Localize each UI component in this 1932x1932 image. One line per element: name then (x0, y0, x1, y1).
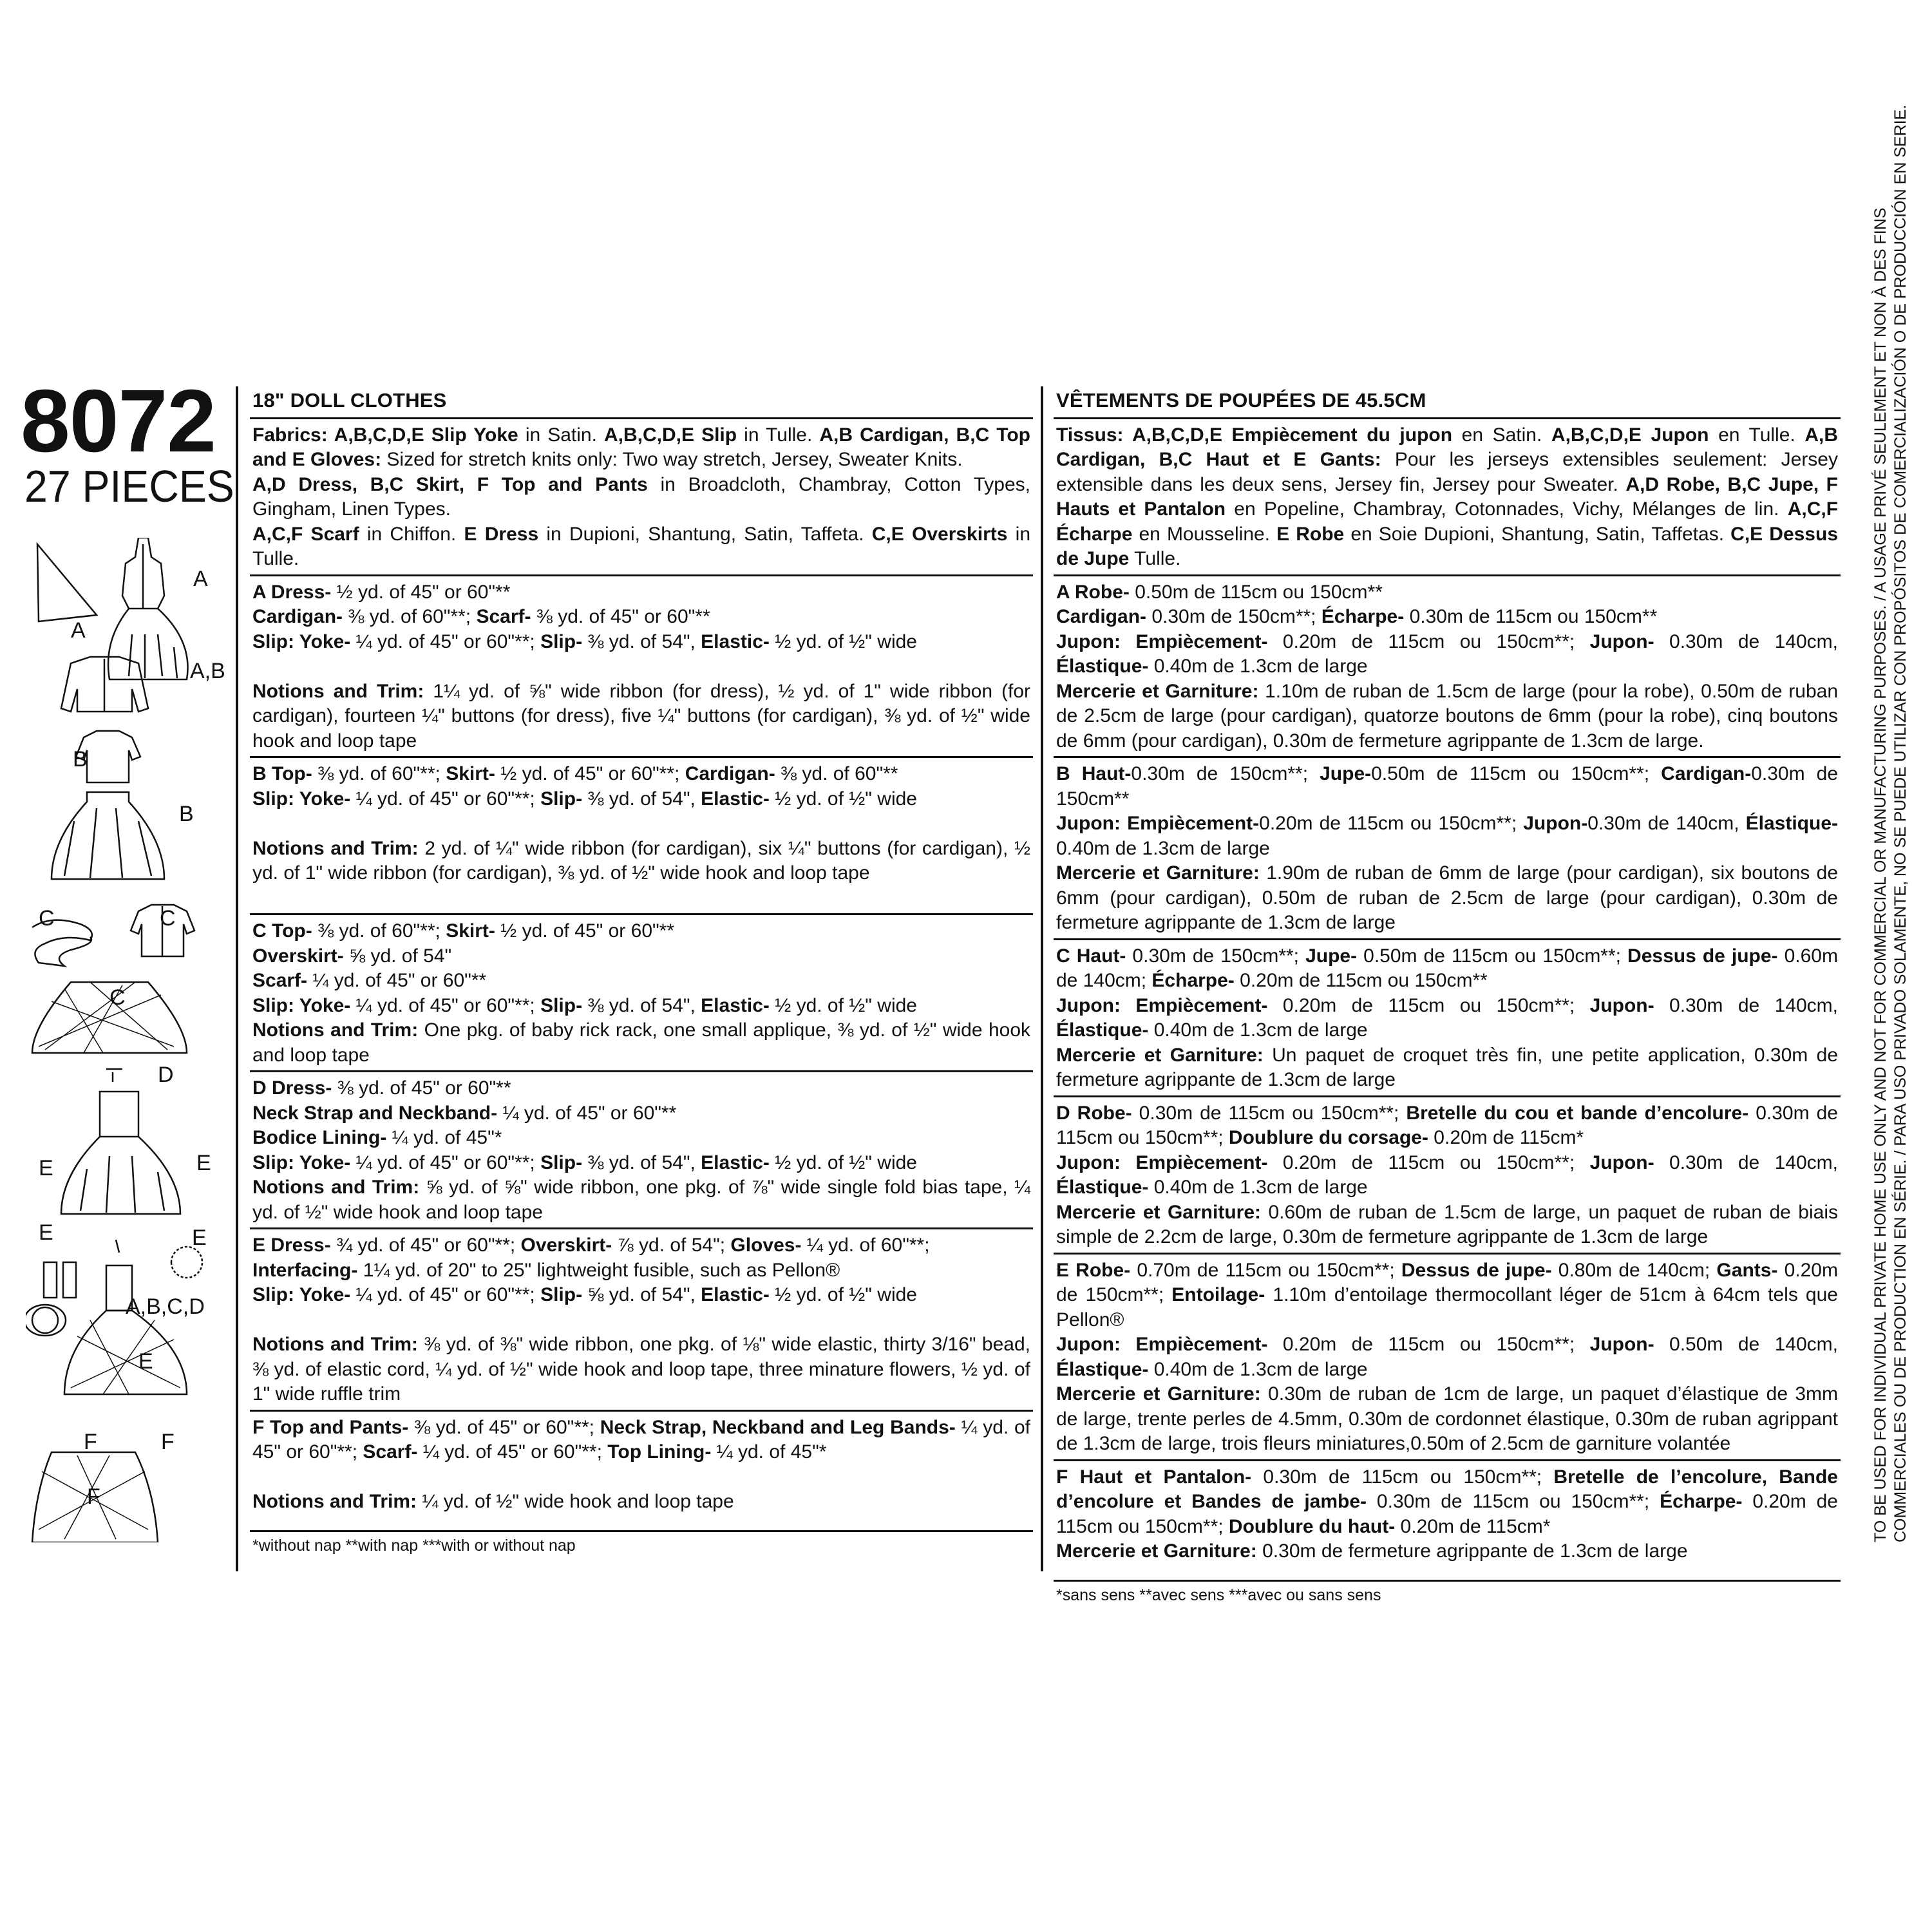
bold-label: Jupon: Empiècement- (1056, 813, 1260, 834)
bold-label: F Top and Pants- (252, 1416, 409, 1438)
bold-label: Notions and Trim: (252, 1177, 420, 1198)
bold-label: Neck Strap, Neckband and Leg Bands- (600, 1416, 956, 1438)
body-text: 0.30m de 150cm** (1056, 763, 1839, 810)
bold-label: Jupon- (1589, 994, 1654, 1016)
bold-label: Élastique- (1056, 1177, 1149, 1198)
bold-label: Skirt- (446, 763, 495, 784)
bold-label: Cardigan- (252, 606, 343, 627)
body-text: ½ yd. of ½" wide (769, 1284, 917, 1305)
body-text: 0.50m de 115cm ou 150cm**; (1357, 945, 1628, 967)
bold-label: Mercerie et Garniture: (1056, 1044, 1264, 1066)
text-line (1056, 944, 1838, 994)
bold-label: Slip- (540, 994, 583, 1016)
body-text: 0.30m de 115cm ou 150cm**; (1132, 1102, 1406, 1124)
sketch-d-dress (61, 1069, 180, 1214)
view-label: A (193, 567, 208, 591)
body-text: 0.50m de 115cm ou 150cm**; (1371, 763, 1662, 784)
text-line (1056, 1465, 1838, 1540)
body-text: ½ yd. of ½" wide (769, 788, 917, 810)
body-text: 0.50m de 140cm, (1654, 1334, 1839, 1355)
bold-label: Jupon: Empiècement- (1056, 1334, 1268, 1355)
body-text: 0.20m de 115cm ou 150cm**; (1259, 813, 1524, 834)
bold-label: Elastic- (701, 630, 770, 652)
text-line (252, 1076, 1030, 1101)
body-text: ¼ yd. of 45"* (386, 1127, 502, 1148)
bold-label: Doublure du corsage- (1228, 1127, 1428, 1148)
left-column-rule (236, 386, 238, 1571)
bold-label: Scarf- (252, 970, 308, 991)
bold-label: Écharpe- (1660, 1491, 1743, 1512)
body-text: 0.40m de 1.3cm de large (1148, 656, 1368, 677)
english-instructions (250, 388, 1033, 1559)
body-text: ⅜ yd. of 45" or 60"** (332, 1077, 511, 1099)
text-line (252, 1018, 1030, 1068)
body-text: in Tulle. (252, 523, 1030, 569)
bold-label: Elastic- (701, 788, 770, 810)
text-line (252, 762, 1030, 787)
bold-label: E Robe- (1056, 1259, 1131, 1281)
body-text: 0.40m de 1.3cm de large (1148, 1358, 1368, 1380)
body-text: 0.30m de fermeture agrippante de 1.3cm de large (1256, 1540, 1688, 1562)
view-label: E (39, 1156, 53, 1180)
body-text: ½ yd. of 45" or 60"**; (495, 763, 685, 784)
bold-label: Cardigan- (1056, 606, 1147, 627)
bold-label: Bodice Lining- (252, 1127, 387, 1148)
body-text: en Mousseline. (1132, 523, 1277, 545)
bold-label: A Robe- (1056, 581, 1130, 603)
body-text: ⅜ yd. of 60"** (775, 763, 898, 784)
body-text: 0.30m de 140cm, (1654, 1151, 1839, 1173)
body-text: in Satin. (518, 424, 605, 446)
body-text: ⅜ yd. of 60"**; (312, 763, 446, 784)
bold-label: Écharpe- (1151, 970, 1235, 991)
body-text: 0.20m de 115cm ou 150cm** (1234, 970, 1488, 991)
bold-label: Gloves- (730, 1235, 802, 1256)
body-text: ½ yd. of ½" wide (769, 630, 917, 652)
bold-label: Élastique- (1056, 656, 1149, 677)
legal-notice (1871, 104, 1911, 1542)
vue-c-section (1054, 940, 1841, 1097)
body-text: 0.20m de 115cm ou 150cm**; (1267, 994, 1590, 1016)
bold-label: Jupon: Empiècement- (1056, 630, 1268, 652)
bold-label: Doublure du haut- (1228, 1515, 1396, 1537)
text-line (1056, 1539, 1838, 1564)
body-text: ⅜ yd. of 60"**; (343, 606, 477, 627)
bold-label: C Haut- (1056, 945, 1126, 967)
body-text: 0.60m de ruban de 1.5cm de large, un paquet de ruban de biais simple de 2.2cm de large, 0.30m de fermeture agrippante de 1.3cm de large (1056, 1201, 1838, 1247)
bold-label: Scarf- (476, 606, 531, 627)
body-text: ⅜ yd. of 45" or 60"**; (408, 1416, 600, 1438)
view-label: F (87, 1484, 100, 1509)
text-line (252, 994, 1030, 1019)
body-text: ½ yd. of 45" or 60"** (331, 581, 511, 603)
bold-label: Slip- (540, 1284, 583, 1305)
body-text: Tulle. (1129, 548, 1181, 569)
vue-a-section (1054, 576, 1841, 759)
bold-label: Bretelle du cou et bande d’encolure- (1406, 1102, 1749, 1124)
bold-label: Mercerie et Garniture: (1056, 1383, 1261, 1405)
text-line (1056, 1332, 1838, 1382)
body-text: ¼ yd. of 45" or 60"**; (350, 788, 541, 810)
body-text: ¼ yd. of 60"**; (801, 1235, 930, 1256)
text-line (1056, 1382, 1838, 1457)
body-text: en Popeline, Chambray, Cotonnades, Vichy, Mélanges de lin. (1226, 498, 1788, 520)
text-line (252, 630, 1030, 655)
body-text: 0.30m de 115cm ou 150cm** (1404, 606, 1658, 627)
legal-line: COMMERCIALES OU DE PRODUCTION EN SÉRIE. / PARA USO PRIVADO SOLAMENTE, NO SE PUEDE UTILIZAR CON PROPÓSITOS DE COMERCIALIZACIÓN O DE PRODUCCIÓN EN SERIE. (1891, 104, 1909, 1542)
view-e-section (250, 1229, 1033, 1412)
text-line (252, 919, 1030, 944)
body-text: in Tulle. (737, 424, 820, 446)
body-text: in Dupioni, Shantung, Satin, Taffeta. (538, 523, 872, 545)
bold-label: Scarf- (363, 1441, 418, 1463)
bold-label: Slip: Yoke- (252, 1284, 351, 1305)
bold-label: Slip- (540, 1151, 583, 1173)
bold-label: Bretelle de l’encolure, Bande d’encolure et Bandes de jambe- (1056, 1466, 1838, 1512)
bold-label: Gants- (1716, 1259, 1778, 1281)
text-line (252, 1101, 1030, 1126)
bold-label: Dessus de jupe- (1627, 945, 1778, 967)
body-text: 1.90m de ruban de 6mm de large (pour cardigan), six boutons de 6mm (pour cardigan), 0.50m de ruban de 2.5cm de large (pour cardigan), 0.30m de fermeture agrippante de 1.3cm de large (1056, 862, 1839, 933)
text-line (252, 580, 1030, 605)
text-line (1056, 1258, 1838, 1333)
body-text: 0.60m de 140cm; (1056, 945, 1838, 991)
tissus-section (1054, 417, 1841, 576)
bold-label: Elastic- (701, 1284, 770, 1305)
text-line (252, 522, 1030, 572)
text-line (252, 1283, 1030, 1308)
body-text: ⅜ yd. of 60"**; (312, 920, 446, 942)
text-line (252, 969, 1030, 994)
view-d-section (250, 1072, 1033, 1229)
bold-label: Jupon: Empiècement- (1056, 994, 1268, 1016)
view-label: E (192, 1226, 207, 1250)
body-text: 0.30m de 150cm**; (1126, 945, 1306, 967)
body-text: ½ yd. of ½" wide (769, 1151, 917, 1173)
pattern-number: 8072 (21, 372, 216, 471)
fabrics-section (250, 417, 1033, 576)
bold-label: Jupon- (1589, 1151, 1654, 1173)
body-text: ½ yd. of ½" wide (769, 994, 917, 1016)
body-text: ⅝ yd. of 54" (343, 945, 452, 967)
view-label: B (73, 747, 88, 772)
bold-label: C,E Dessus de Jupe (1056, 523, 1839, 569)
bold-label: Mercerie et Garniture: (1056, 862, 1260, 884)
text-line (1056, 1151, 1838, 1200)
view-label: C (160, 906, 176, 931)
body-text: ⅜ yd. of ⅜" wide ribbon, one pkg. of ⅛" wide elastic, thirty 3/16" bead, ⅜ yd. of elastic cord, ¼ yd. of ½" wide hook and loop tape, three minature flowers, ½ yd. of 1" wide ruffle trim (252, 1334, 1030, 1405)
vue-b-section (1054, 758, 1841, 940)
body-text: ¼ yd. of 45"* (711, 1441, 827, 1463)
bold-label: Jupon- (1589, 1334, 1654, 1355)
text-line (1056, 423, 1838, 572)
bold-label: Cardigan- (685, 763, 775, 784)
bold-label: Jupon: Empiècement- (1056, 1151, 1268, 1173)
body-text: en Tulle. (1709, 424, 1805, 446)
body-text: ⅝ yd. of ⅝" wide ribbon, one pkg. of ⅞" wide single fold bias tape, ¼ yd. of ½" wide hook and loop tape (252, 1177, 1030, 1223)
text-line (252, 944, 1030, 969)
bold-label: Jupe- (1305, 945, 1358, 967)
bold-label: Mercerie et Garniture: (1056, 1540, 1257, 1562)
text-line (1056, 762, 1838, 811)
body-text: Sized for stretch knits only: Two way stretch, Jersey, Sweater Knits. (381, 449, 963, 470)
bold-label: Slip- (540, 788, 583, 810)
text-line (252, 1258, 1030, 1283)
bold-label: Élastique- (1056, 1019, 1149, 1041)
body-text: Pour les jerseys extensibles seulement: Jersey extensible dans les deux sens, Jersey fin, Jersey pour Sweater. (1056, 449, 1838, 495)
text-line (252, 1416, 1030, 1465)
view-label: F (161, 1430, 175, 1454)
body-text: 2 yd. of ¼" wide ribbon (for cardigan), six ¼" buttons (for cardigan), ½ yd. of 1" wide ribbon (for cardigan), ⅜ yd. of ½" wide hook and loop tape (252, 837, 1030, 884)
body-text: 0.20m de 115cm ou 150cm**; (1267, 1334, 1590, 1355)
body-text: 0.30m de 115cm ou 150cm**; (1056, 1102, 1838, 1148)
english-footnote: *without nap **with nap ***with or without nap (252, 1536, 576, 1555)
body-text: ¼ yd. of 45" or 60"** (497, 1102, 677, 1124)
text-line (1056, 679, 1838, 754)
bold-label: Slip: Yoke- (252, 994, 351, 1016)
bold-label: E Robe (1276, 523, 1345, 545)
text-line (252, 787, 1030, 812)
bold-label: A,B,C,D,E Jupon (1551, 424, 1709, 446)
bold-label: F Haut et Pantalon- (1056, 1466, 1252, 1488)
text-line (1056, 811, 1838, 861)
text-line (252, 1175, 1030, 1225)
bold-label: Elastic- (701, 1151, 770, 1173)
text-line (1056, 1043, 1838, 1093)
body-text: ¼ yd. of 45" or 60"**; (350, 630, 541, 652)
bold-label: Notions and Trim: (252, 1491, 417, 1512)
french-instructions (1054, 388, 1841, 1609)
bold-label: Notions and Trim: (252, 680, 424, 702)
text-line (252, 605, 1030, 630)
bold-label: D Dress- (252, 1077, 332, 1099)
body-text: in Broadcloth, Chambray, Cotton Types, Gingham, Linen Types. (252, 473, 1030, 520)
body-text: 0.30m de 115cm ou 150cm**; (1251, 1466, 1554, 1488)
body-text: in Chiffon. (359, 523, 464, 545)
text-line (1056, 861, 1838, 936)
body-text: 0.20m de 115cm ou 150cm**; (1267, 630, 1590, 652)
body-text: ⅜ yd. of 54", (582, 994, 701, 1016)
view-label: C (109, 985, 126, 1010)
body-text: ¼ yd. of 45" or 60"**; (417, 1441, 608, 1463)
bold-label: Neck Strap and Neckband- (252, 1102, 498, 1124)
view-label: A,B (190, 659, 225, 683)
text-line (252, 473, 1030, 522)
body-text: 1¼ yd. of 20" to 25" lightweight fusible, such as Pellon® (357, 1259, 840, 1281)
french-footnote: *sans sens **avec sens ***avec ou sans sens (1056, 1586, 1381, 1604)
bold-label: Interfacing- (252, 1259, 358, 1281)
body-text: ⅜ yd. of 54", (582, 788, 701, 810)
body-text: 0.30m de 115cm ou 150cm**; (1367, 1491, 1660, 1512)
bold-label: E Dress- (252, 1235, 331, 1256)
sketch-a-dress (108, 538, 188, 679)
view-label: A (71, 618, 86, 643)
text-line (1056, 994, 1838, 1043)
body-text: 0.20m de 150cm**; (1056, 1259, 1838, 1305)
body-text: 0.40m de 1.3cm de large (1056, 837, 1270, 859)
bold-label: Jupe- (1320, 763, 1372, 784)
bold-label: Top Lining- (607, 1441, 712, 1463)
view-label: E (138, 1349, 153, 1374)
bold-label: Slip: Yoke- (252, 630, 351, 652)
bold-label: Jupon- (1523, 813, 1588, 834)
body-text: 1.10m de ruban de 1.5cm de large (pour la robe), 0.50m de ruban de 2.5cm de large (pour cardigan), quatorze boutons de 6mm (pour la robe), cinq boutons de 6mm (pour cardigan), 0.30m de fermeture agrippante de 1.3cm de large. (1056, 680, 1839, 752)
body-text: ⅜ yd. of 54", (582, 630, 701, 652)
bold-label: A,B,C,D,E Slip (604, 424, 737, 446)
body-text: ⅜ yd. of 54", (582, 1151, 701, 1173)
body-text: 0.30m de 150cm**; (1146, 606, 1321, 627)
text-line (252, 1126, 1030, 1151)
body-text: 0.20m de 115cm ou 150cm**; (1267, 1151, 1590, 1173)
vue-f-section (1054, 1461, 1841, 1582)
view-drawings (26, 538, 225, 1542)
view-f-section (250, 1412, 1033, 1532)
body-text: ¼ yd. of 45" or 60"**; (350, 994, 541, 1016)
body-text: 0.40m de 1.3cm de large (1148, 1177, 1368, 1198)
body-text: One pkg. of baby rick rack, one small applique, ⅜ yd. of ½" wide hook and loop tape (252, 1019, 1031, 1066)
body-text: ⅜ yd. of 45" or 60"** (531, 606, 710, 627)
view-label: D (158, 1063, 174, 1087)
view-a-section (250, 576, 1033, 759)
bold-label: B Top- (252, 763, 312, 784)
view-label: E (39, 1220, 53, 1245)
bold-label: A,B Cardigan, B,C Haut et E Gants: (1056, 424, 1838, 470)
bold-label: Cardigan- (1661, 763, 1752, 784)
bold-label: Slip: Yoke- (252, 788, 351, 810)
bold-label: A,C,F Scarf (252, 523, 359, 545)
view-label: F (84, 1430, 97, 1454)
bold-label: Overskirt- (520, 1235, 612, 1256)
bold-label: Tissus: A,B,C,D,E Empiècement du jupon (1056, 424, 1453, 446)
bold-label: Notions and Trim: (252, 1019, 419, 1041)
body-text: en Soie Dupioni, Shantung, Satin, Taffetas. (1344, 523, 1731, 545)
bold-label: Overskirt- (252, 945, 344, 967)
body-text: 0.50m de 115cm ou 150cm** (1129, 581, 1383, 603)
body-text: Un paquet de croquet très fin, une petite application, 0.30m de fermeture agrippante de 1.3cm de large (1056, 1044, 1838, 1090)
bold-label: Élastique- (1745, 813, 1839, 834)
view-label: A,B,C,D (126, 1294, 205, 1319)
bold-label: Notions and Trim: (252, 837, 419, 859)
bold-label: Dessus de jupe- (1401, 1259, 1552, 1281)
bold-label: Skirt- (446, 920, 495, 942)
bold-label: A,D Robe, B,C Jupe, F Hauts et Pantalon (1056, 473, 1839, 520)
body-text: 0.70m de 115cm ou 150cm**; (1130, 1259, 1401, 1281)
body-text: ¼ yd. of 45" or 60"**; (350, 1284, 541, 1305)
text-line (1056, 605, 1838, 630)
body-text: 0.30m de 140cm, (1587, 813, 1746, 834)
body-text: ¼ yd. of 45" or 60"**; (350, 1151, 541, 1173)
view-label: C (39, 906, 55, 931)
vue-d-section (1054, 1097, 1841, 1255)
body-text: 0.30m de 140cm, (1654, 994, 1839, 1016)
bold-label: A,B Cardigan, B,C Top and E Gloves: (252, 424, 1031, 470)
french-title: VÊTEMENTS DE POUPÉES DE 45.5CM (1056, 389, 1426, 412)
bold-label: Élastique- (1056, 1358, 1149, 1380)
legal-line: TO BE USED FOR INDIVIDUAL PRIVATE HOME USE ONLY AND NOT FOR COMMERCIAL OR MANUFACTURING PURPOSES. / A USAGE PRIVÉ SEULEMENT ET NON À DES FINS (1871, 207, 1889, 1542)
english-title: 18" DOLL CLOTHES (252, 389, 447, 412)
body-text: 0.20m de 115cm* (1428, 1127, 1584, 1148)
bold-label: C,E Overskirts (871, 523, 1008, 545)
garment-sketches (26, 538, 219, 1542)
bold-label: Slip: Yoke- (252, 1151, 351, 1173)
view-b-section (250, 758, 1033, 915)
bold-label: E Dress (464, 523, 539, 545)
bold-label: A,C,F Écharpe (1056, 498, 1839, 545)
vue-e-section (1054, 1255, 1841, 1461)
body-text: 1¼ yd. of ⅝" wide ribbon (for dress), ½ yd. of 1" wide ribbon (for cardigan), fourteen ¼" buttons (for dress), five ¼" buttons (for cardigan), ⅜ yd. of ½" wide hook and loop tape (252, 680, 1031, 752)
text-line (252, 837, 1030, 886)
piece-count: 27 PIECES (24, 461, 234, 511)
view-label: B (179, 802, 194, 826)
bold-label: Jupon- (1589, 630, 1654, 652)
body-text: ¼ yd. of 45" or 60"**; (252, 1416, 1030, 1463)
body-text: 1.10m d’entoilage thermocollant léger de 51cm à 64cm tels que Pellon® (1056, 1284, 1838, 1331)
view-c-section (250, 915, 1033, 1072)
body-text: 0.40m de 1.3cm de large (1148, 1019, 1368, 1041)
bold-label: Mercerie et Garniture: (1056, 680, 1259, 702)
body-text: 0.20m de 115cm* (1395, 1515, 1551, 1537)
body-text: ½ yd. of 45" or 60"** (495, 920, 675, 942)
text-line (252, 1332, 1030, 1407)
bold-label: Écharpe- (1321, 606, 1405, 627)
text-line (252, 679, 1030, 754)
bold-label: A,D Dress, B,C Skirt, F Top and Pants (252, 473, 648, 495)
body-text: ⅝ yd. of 54", (582, 1284, 701, 1305)
body-text: 0.30m de 140cm, (1654, 630, 1839, 652)
text-line (1056, 1200, 1838, 1250)
body-text: 0.30m de 150cm**; (1131, 763, 1320, 784)
sketch-cardigan (61, 657, 148, 712)
text-line (1056, 630, 1838, 679)
bold-label: Fabrics: A,B,C,D,E Slip Yoke (252, 424, 518, 446)
text-line (252, 1490, 1030, 1515)
body-text: 0.20m de 115cm ou 150cm**; (1056, 1491, 1838, 1537)
bold-label: B Haut- (1056, 763, 1132, 784)
bold-label: Notions and Trim: (252, 1334, 419, 1355)
body-text: ¾ yd. of 45" or 60"**; (330, 1235, 521, 1256)
text-line (1056, 1101, 1838, 1151)
body-text: ⅞ yd. of 54"; (612, 1235, 731, 1256)
text-line (252, 423, 1030, 473)
body-text: ¼ yd. of 45" or 60"** (307, 970, 487, 991)
text-line (252, 1151, 1030, 1176)
view-label: E (196, 1151, 211, 1175)
bold-label: Entoilage- (1171, 1284, 1265, 1305)
body-text: en Satin. (1452, 424, 1551, 446)
bold-label: C Top- (252, 920, 312, 942)
middle-column-rule (1041, 386, 1043, 1571)
bold-label: Mercerie et Garniture: (1056, 1201, 1261, 1223)
bold-label: Slip- (540, 630, 583, 652)
bold-label: A Dress- (252, 581, 332, 603)
bold-label: Elastic- (701, 994, 770, 1016)
body-text: 0.80m de 140cm; (1551, 1259, 1717, 1281)
text-line (252, 1233, 1030, 1258)
body-text: 0.30m de ruban de 1cm de large, un paquet d’élastique de 3mm de large, trente perles de 4.5mm, 0.30m de cordonnet élastique, 0.30m de ruban agrippant de 1.3cm de large, trois fleurs miniatures,0.50m of 2.5cm de garniture volantée (1056, 1383, 1838, 1454)
bold-label: D Robe- (1056, 1102, 1132, 1124)
text-line (1056, 580, 1838, 605)
body-text: ¼ yd. of ½" wide hook and loop tape (417, 1491, 734, 1512)
